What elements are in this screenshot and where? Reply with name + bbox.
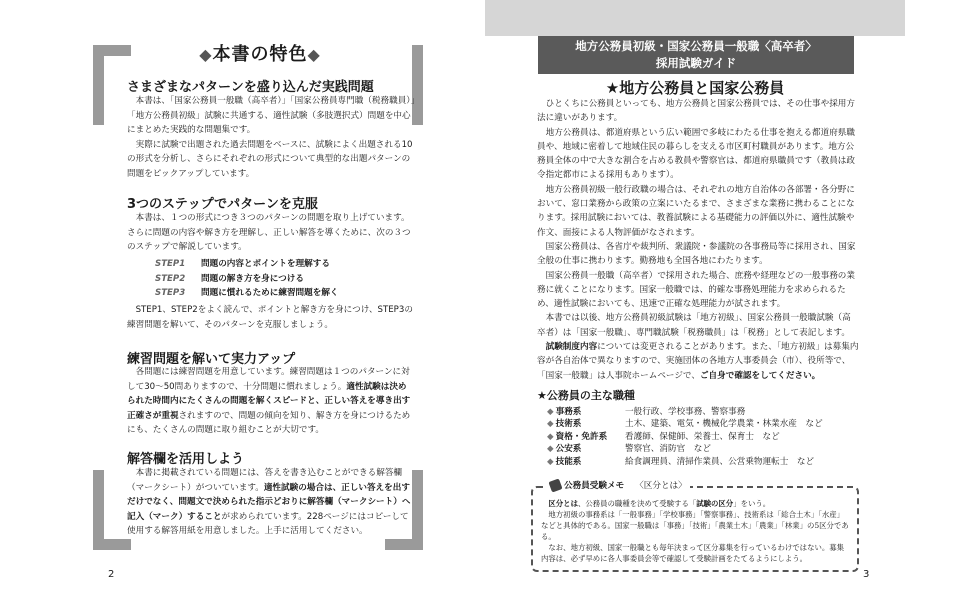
diamond-icon: ◆ bbox=[199, 45, 213, 64]
diamond-icon: ◆ bbox=[547, 444, 554, 455]
step-item: STEP3 問題に慣れるために練習問題を解く bbox=[155, 288, 339, 299]
memo-body: 区分とは、公務員の職種を決めて受験する「試験の区分」をいう。 地方初級の事務系は「一般事務」「学校事務」「警察事務」、技術系は「総合土木」「水産」などと具体的である。国家一般職は「事務」「技術」「農業土木」「農業」「林業」の5区分である。 なお、地方初級、国家一般職とも毎年決まって区分募集を行っているわけではない。募集内容は、必ず早めに各人事委員会等で確認して受験計画をたてるようにしよう。 bbox=[541, 499, 849, 563]
section-heading: 練習問題を解いて実力アップ bbox=[127, 352, 296, 367]
section-heading: 3つのステップでパターンを克服 bbox=[127, 197, 318, 212]
step-item: STEP2 問題の解き方を身につける bbox=[155, 273, 304, 284]
section-title: ★地方公務員と国家公務員 bbox=[605, 79, 785, 97]
pencil-icon bbox=[548, 478, 562, 492]
section-heading: さまざまなパターンを盛り込んだ実践問題 bbox=[127, 80, 374, 95]
guide-header: 地方公務員初級・国家公務員一般職〈高卒者〉 採用試験ガイド bbox=[538, 36, 854, 74]
corner-bracket bbox=[93, 539, 131, 550]
corner-bracket bbox=[385, 539, 423, 550]
diamond-icon: ◆ bbox=[547, 456, 554, 467]
list-item: ◆ 技能系 給食調理員、清掃作業員、公営乗物運転士 など bbox=[547, 456, 815, 467]
right-page bbox=[485, 0, 970, 600]
list-item: ◆ 公安系 警察官、消防官 など bbox=[547, 444, 711, 455]
section-body: 各問題には練習問題を用意しています。練習問題は１つのパターンに対して30～50問ありますので、十分問題に慣れましょう。適性試験は決められた時間内にたくさんの問題を解くスピードと、正しい答えを導き出す正確さが重視されますので、問題の傾向を知り、解き方を身につけるためにも、たくさんの問題に取り組むことが大切です。 bbox=[127, 367, 411, 436]
list-item: ◆ 事務系 一般行政、学校事務、警察事務 bbox=[547, 407, 746, 417]
diamond-icon: ◆ bbox=[307, 45, 321, 64]
section-body: 本書は、１つの形式につき３つのパターンの問題を取り上げています。さらに問題の内容や解き方を理解し、正しい解答を導くために、次の３つのステップで解説しています。 bbox=[127, 213, 411, 253]
section-body: 本書に掲載されている問題には、答えを書き込むことができる解答欄（マークシート）がついています。適性試験の場合は、正しい答えを出すだけでなく、問題文で決められた指示どおりに解答欄（マークシート）へ記入（マーク）することが求められています。228ページにはコピーして使用する解答用紙を用意しました。上手に活用してください。 bbox=[127, 468, 411, 537]
exam-memo-box bbox=[531, 481, 859, 572]
jobs-heading: ★公務員の主な職種 bbox=[537, 389, 635, 402]
diamond-icon: ◆ bbox=[547, 431, 554, 442]
page-number: 3 bbox=[863, 569, 870, 580]
section-heading: 解答欄を活用しよう bbox=[127, 452, 245, 467]
section-body: STEP1、STEP2をよく読んで、ポイントと解き方を身につけ、STEP3の練習問題を解いて、そのパターンを克服しましょう。 bbox=[127, 305, 413, 330]
corner-bracket bbox=[93, 470, 104, 550]
header-band bbox=[485, 0, 905, 36]
body-text: ひとくちに公務員といっても、地方公務員と国家公務員では、その仕事や採用方法に違いがあります。 地方公務員は、都道府県という広い範囲で多岐にわたる仕事を抱える都道府県職員や、地域に密着して地域住民の暮らしを支える市区町村職員があります。地方公務員全体の中で大きな割合を占める教員や警察官は、都道府県職員です（教員は政令指定都市による採用もあります）。 地方公務員初級一般行政職の場合は、それぞれの地方自治体の各部署・各分野において、窓口業務から政策の立案にいたるまで、さまざまな業務に携わることになります。採用試験においては、教養試験による基礎能力の評価以外に、適性試験や作文、面接による人物評価がなされます。 国家公務員は、各省庁や裁判所、衆議院・参議院の各事務局等に採用され、国家全般の仕事に携わります。勤務地も全国各地にわたります。 国家公務員一般職（高卒者）で採用された場合、庶務や経理などの一般事務の業務に就くことになります。国家一般職では、的確な事務処理能力を求められるため、適性試験においても、迅速で正確な処理能力が試されます。 本書では以後、地方公務員初級試験は「地方初級」、国家公務員一般職試験（高卒者）は「国家一般職」、専門職試験「税務職員」は「税務」として表記します。 試験制度内容については変更されることがあります。また、「地方初級」は募集内容が各自治体で異なりますので、実施団体の各地方人事委員会（市）、役所等で、「国家一般職」は人事院ホームページで、ご自身で確認をしてください。 bbox=[537, 99, 859, 381]
list-item: ◆ 資格・免許系 看護師、保健師、栄養士、保育士 など bbox=[547, 431, 780, 442]
section-body: 本書は、「国家公務員一般職（高卒者）」「国家公務員専門職（税務職員）」「地方公務員初級」試験に共通する、適性試験（多肢選択式）問題を中心にまとめた実践的な問題集です。 実際に試験で出題された過去問題をベースに、試験によく出題される10の形式を分析し、さらにそれぞれの形式について典型的な出題パターンの問題をピックアップしています。 bbox=[127, 96, 415, 179]
step-list bbox=[155, 257, 415, 301]
corner-bracket bbox=[93, 45, 104, 125]
memo-title: 公務員受験メモ 〈区分とは〉 bbox=[547, 479, 690, 491]
list-item: ◆ 技術系 土木、建築、電気・機械化学農業・林業水産 など bbox=[547, 419, 823, 430]
jobs-list bbox=[547, 406, 823, 468]
diamond-icon: ◆ bbox=[547, 407, 554, 417]
diamond-icon: ◆ bbox=[547, 419, 554, 430]
page-title: ◆本書の特色◆ bbox=[199, 44, 321, 65]
step-item: STEP1 問題の内容とポイントを理解する bbox=[155, 259, 330, 269]
page-number: 2 bbox=[108, 569, 115, 580]
